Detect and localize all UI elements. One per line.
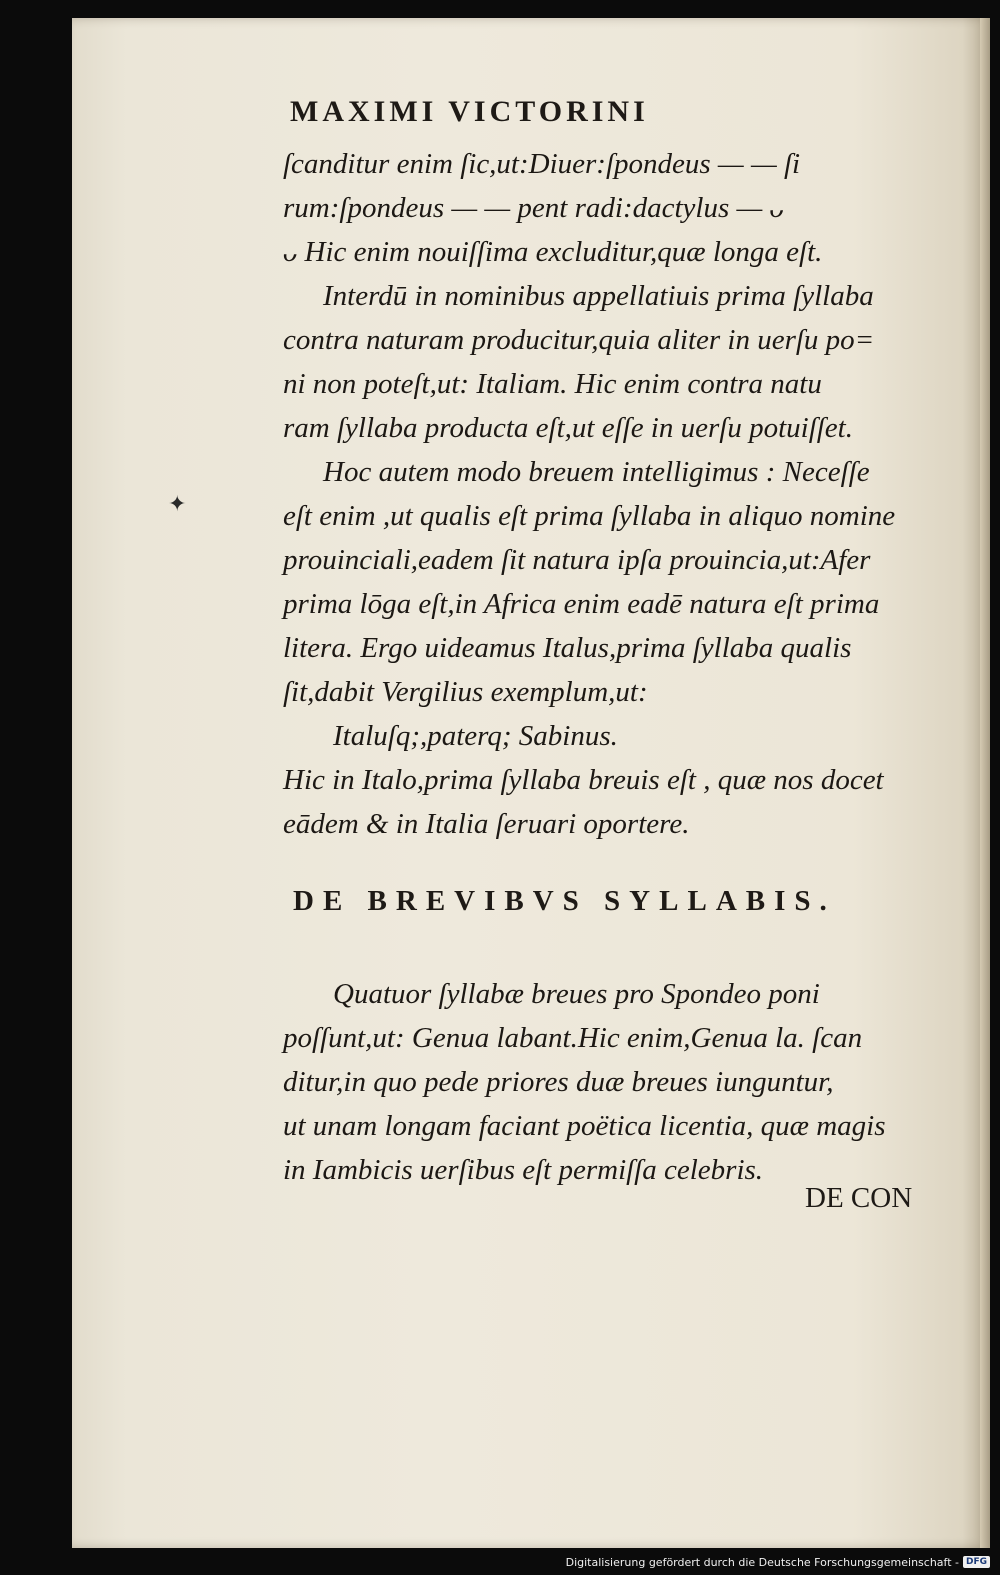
text-line: in Iambicis uerſibus eſt permiſſa celebris.	[283, 1154, 764, 1186]
verse-line: Italuſq;,paterq; Sabinus.	[333, 720, 618, 752]
text-line: ut unam longam faciant poëtica licentia, quæ magis	[283, 1110, 886, 1142]
text-line: ſcanditur enim ſic,ut:Diuer:ſpondeus — — ſi	[283, 148, 801, 180]
text-line: litera. Ergo uideamus Italus,prima ſyllaba qualis	[283, 632, 852, 664]
text-line: ditur,in quo pede priores duæ breues iunguntur,	[283, 1066, 834, 1098]
text-line: ram ſyllaba producta eſt,ut eſſe in uerſu potuiſſet.	[283, 412, 853, 444]
text-line: contra naturam producitur,quia aliter in uerſu po=	[283, 324, 875, 356]
text-line: Hic in Italo,prima ſyllaba breuis eſt , quæ nos docet	[283, 764, 884, 796]
text-line: rum:ſpondeus — — pent radi:dactylus — ᴗ	[283, 192, 784, 224]
dfg-logo: DFG	[963, 1556, 990, 1568]
text-line: ᴗ Hic enim nouiſſima excluditur,quæ longa eſt.	[283, 236, 823, 268]
text-line: Hoc autem modo breuem intelligimus : Neceſſe	[323, 456, 870, 488]
page-edge	[980, 18, 990, 1548]
running-title: MAXIMI VICTORINI	[290, 95, 649, 128]
text-line: prouinciali,eadem ſit natura ipſa prouincia,ut:Afer	[283, 544, 871, 576]
text-line: eſt enim ,ut qualis eſt prima ſyllaba in aliquo nomine	[283, 500, 896, 532]
section-heading: DE BREVIBVS SYLLABIS.	[293, 885, 836, 917]
text-line: eādem & in Italia ſeruari oportere.	[283, 808, 690, 840]
digitization-footer	[566, 1553, 990, 1571]
text-line: prima lōga eſt,in Africa enim eadē natura eſt prima	[283, 588, 880, 620]
catchword: DE CON	[805, 1182, 913, 1214]
text-line: ni non poteſt,ut: Italiam. Hic enim contra natu	[283, 368, 822, 400]
text-line: poſſunt,ut: Genua labant.Hic enim,Genua la. ſcan	[283, 1022, 863, 1054]
text-line: Interdū in nominibus appellatiuis prima ſyllaba	[323, 280, 874, 312]
text-line: ſit,dabit Vergilius exemplum,ut:	[283, 676, 648, 708]
footer-text: Digitalisierung gefördert durch die Deutsche Forschungsgemeinschaft -	[565, 1555, 959, 1569]
text-line: Quatuor ſyllabæ breues pro Spondeo poni	[333, 978, 820, 1010]
margin-mark: ✦	[168, 492, 187, 517]
